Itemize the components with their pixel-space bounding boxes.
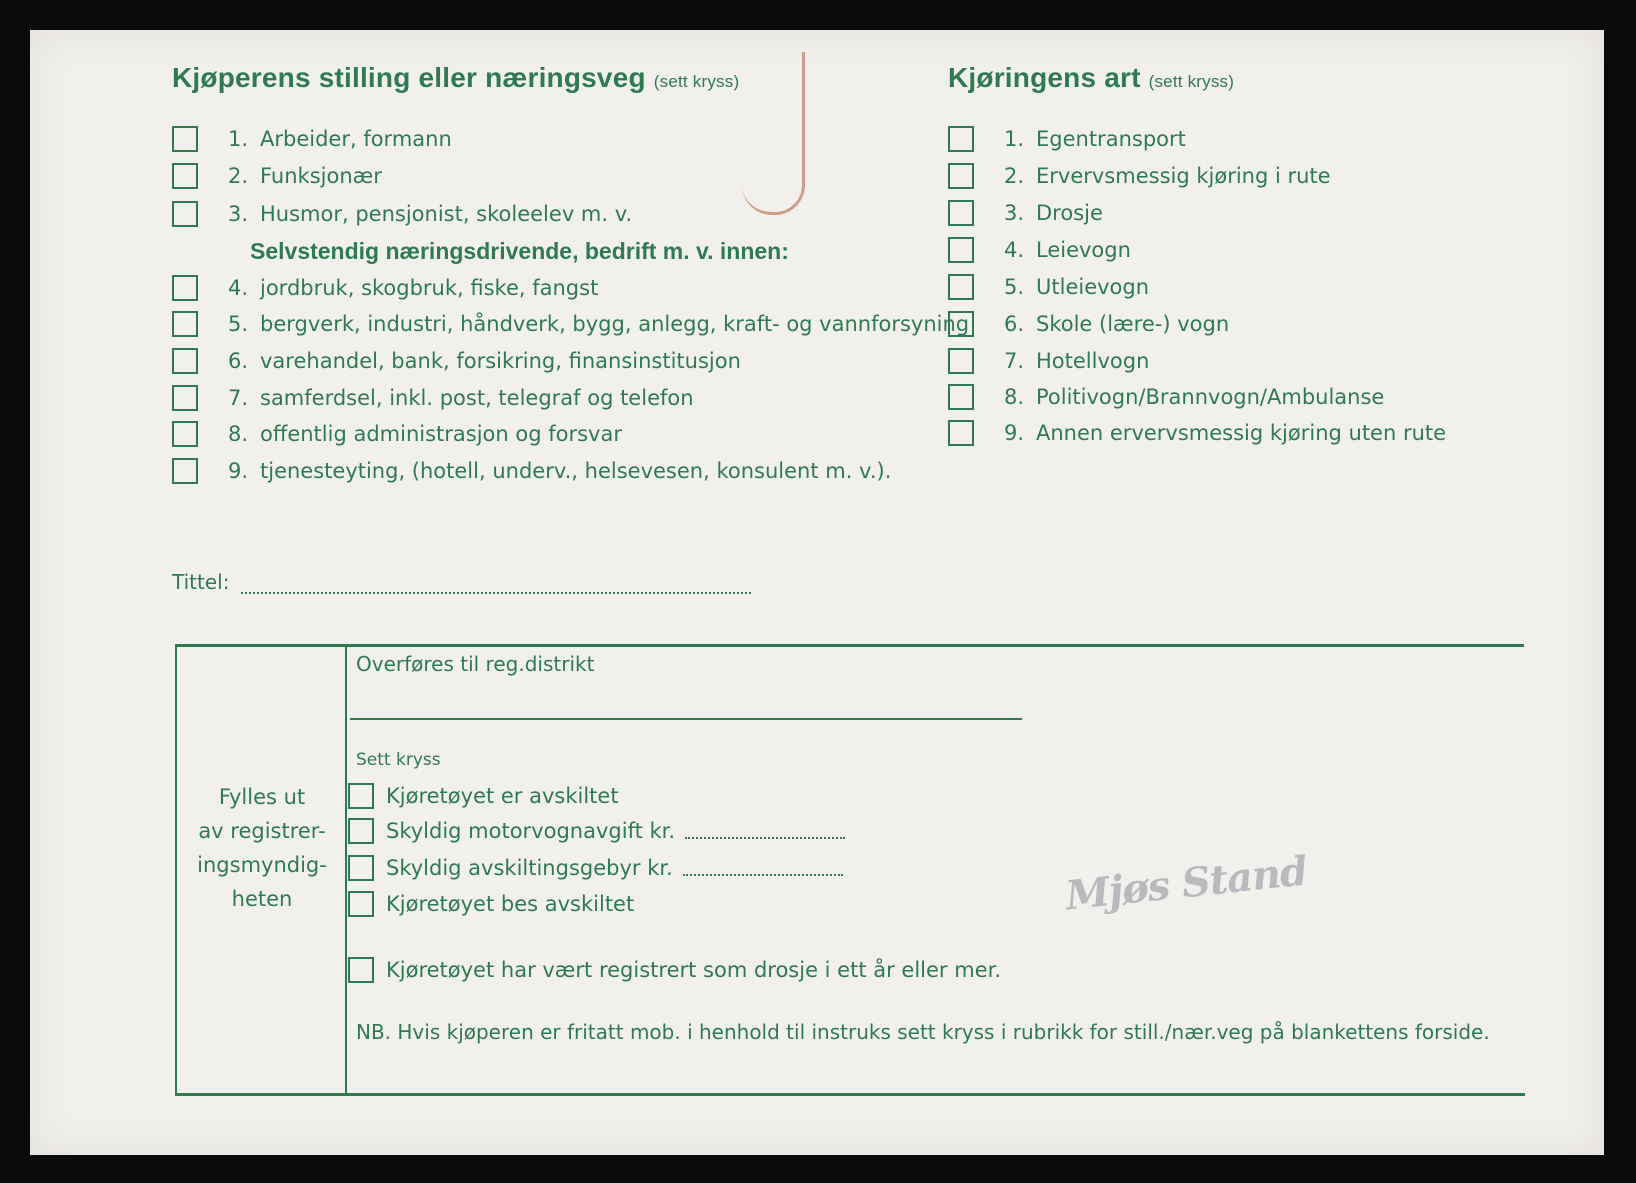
driving-item-7	[948, 345, 1149, 377]
item-number: 8.	[227, 422, 248, 446]
title-field-label: Tittel:	[172, 570, 230, 594]
item-number: 7.	[1003, 349, 1024, 373]
item-label: Utleievogn	[1036, 275, 1150, 299]
driving-checkbox-6[interactable]	[948, 311, 974, 337]
occupation-item-9	[172, 455, 891, 487]
driving-item-2	[948, 160, 1331, 192]
registration-label-line: Fylles ut	[218, 785, 306, 809]
item-label: Kjøretøyet bes avskiltet	[386, 892, 635, 916]
reg-checkbox-deregistered[interactable]	[348, 783, 374, 809]
registration-label-line: ingsmyndig-	[197, 853, 327, 877]
item-number: 9.	[1003, 421, 1024, 445]
paperclip-mark	[742, 52, 805, 215]
occupation-item-2	[172, 160, 382, 192]
reg-checkbox-deregistration-fee[interactable]	[348, 855, 374, 881]
motor-tax-amount-field[interactable]	[685, 823, 845, 839]
box-left-border	[175, 644, 177, 1096]
item-label: samferdsel, inkl. post, telegraf og telefon	[260, 386, 694, 410]
buyer-occupation-title-note: (sett kryss)	[653, 72, 740, 91]
occupation-item-1	[172, 123, 452, 155]
sett-kryss-label: Sett kryss	[356, 750, 441, 770]
driving-item-6	[948, 308, 1229, 340]
occupation-item-5	[172, 308, 969, 340]
box-top-border	[175, 644, 1524, 647]
item-label: Husmor, pensjonist, skoleelev m. v.	[260, 202, 633, 226]
occupation-item-8	[172, 418, 622, 450]
item-label: Kjøretøyet har vært registrert som drosje i ett år eller mer.	[386, 958, 1001, 982]
item-number: 5.	[1003, 275, 1024, 299]
item-label: Drosje	[1036, 201, 1103, 225]
item-number: 8.	[1003, 385, 1024, 409]
item-label: Funksjonær	[260, 164, 382, 188]
item-number: 1.	[227, 127, 248, 151]
driving-checkbox-7[interactable]	[948, 348, 974, 374]
self-employed-subheading: Selvstendig næringsdrivende, bedrift m. v. innen:	[250, 238, 789, 264]
item-number: 9.	[227, 459, 248, 483]
driving-checkbox-4[interactable]	[948, 237, 974, 263]
item-label: Leievogn	[1036, 238, 1131, 262]
reg-item-deregistered	[348, 780, 619, 812]
occupation-checkbox-9[interactable]	[172, 458, 198, 484]
faded-stamp: Mjøs Stand	[1063, 847, 1310, 920]
driving-checkbox-8[interactable]	[948, 384, 974, 410]
reg-checkbox-request-deregistration[interactable]	[348, 891, 374, 917]
item-label: varehandel, bank, forsikring, finansinstitusjon	[260, 349, 741, 373]
item-label: Annen ervervsmessig kjøring uten rute	[1036, 421, 1447, 445]
driving-checkbox-5[interactable]	[948, 274, 974, 300]
occupation-checkbox-5[interactable]	[172, 311, 198, 337]
driving-type-title-text: Kjøringens art	[948, 62, 1141, 93]
item-number: 4.	[227, 276, 248, 300]
driving-item-3	[948, 197, 1103, 229]
occupation-checkbox-7[interactable]	[172, 385, 198, 411]
occupation-item-4	[172, 272, 598, 304]
registration-label-line: heten	[231, 887, 293, 911]
occupation-checkbox-1[interactable]	[172, 126, 198, 152]
item-number: 6.	[1003, 312, 1024, 336]
reg-item-deregistration-fee	[348, 852, 843, 884]
driving-item-4	[948, 234, 1131, 266]
item-number: 6.	[227, 349, 248, 373]
item-label: Skyldig avskiltingsgebyr kr.	[386, 856, 673, 880]
item-label: Egentransport	[1036, 127, 1186, 151]
occupation-checkbox-4[interactable]	[172, 275, 198, 301]
driving-checkbox-2[interactable]	[948, 163, 974, 189]
box-bottom-border	[175, 1093, 1525, 1096]
occupation-checkbox-3[interactable]	[172, 201, 198, 227]
reg-item-motor-tax	[348, 815, 845, 847]
driving-item-5	[948, 271, 1149, 303]
item-label: jordbruk, skogbruk, fiske, fangst	[260, 276, 599, 300]
item-label: Skyldig motorvognavgift kr.	[386, 819, 676, 843]
item-label: Kjøretøyet er avskiltet	[386, 784, 619, 808]
driving-type-title-note: (sett kryss)	[1148, 72, 1235, 91]
reg-checkbox-taxi[interactable]	[348, 957, 374, 983]
item-label: Arbeider, formann	[260, 127, 452, 151]
driving-checkbox-1[interactable]	[948, 126, 974, 152]
occupation-checkbox-6[interactable]	[172, 348, 198, 374]
occupation-item-3	[172, 198, 632, 230]
item-label: offentlig administrasjon og forsvar	[260, 422, 622, 446]
occupation-checkbox-8[interactable]	[172, 421, 198, 447]
transfer-district-line[interactable]	[350, 718, 1022, 720]
title-field	[172, 570, 751, 594]
occupation-item-6	[172, 345, 741, 377]
title-field-line[interactable]	[241, 574, 751, 594]
item-label: Skole (lære-) vogn	[1036, 312, 1230, 336]
driving-checkbox-3[interactable]	[948, 200, 974, 226]
driving-checkbox-9[interactable]	[948, 420, 974, 446]
item-number: 3.	[227, 202, 248, 226]
occupation-item-7	[172, 382, 694, 414]
item-number: 2.	[227, 164, 248, 188]
item-label: Ervervsmessig kjøring i rute	[1036, 164, 1331, 188]
driving-item-1	[948, 123, 1186, 155]
item-label: Hotellvogn	[1036, 349, 1150, 373]
reg-item-taxi	[348, 954, 1001, 986]
item-number: 1.	[1003, 127, 1024, 151]
driving-type-title	[948, 62, 1234, 94]
registration-authority-label	[178, 780, 346, 916]
item-number: 7.	[227, 386, 248, 410]
occupation-checkbox-2[interactable]	[172, 163, 198, 189]
driving-item-9	[948, 417, 1446, 449]
driving-item-8	[948, 381, 1384, 413]
item-number: 5.	[227, 312, 248, 336]
item-number: 4.	[1003, 238, 1024, 262]
item-label: bergverk, industri, håndverk, bygg, anlegg, kraft- og vannforsyning	[260, 312, 970, 336]
item-label: Politivogn/Brannvogn/Ambulanse	[1036, 385, 1385, 409]
nb-note: NB. Hvis kjøperen er fritatt mob. i henhold til instruks sett kryss i rubrikk for still./nær.veg på blankettens forside.	[356, 1020, 1490, 1044]
deregistration-fee-amount-field[interactable]	[683, 860, 843, 876]
reg-item-request-deregistration	[348, 888, 634, 920]
item-number: 2.	[1003, 164, 1024, 188]
buyer-occupation-title-text: Kjøperens stilling eller næringsveg	[172, 62, 646, 93]
item-label: tjenesteyting, (hotell, underv., helsevesen, konsulent m. v.).	[260, 459, 892, 483]
transfer-district-label: Overføres til reg.distrikt	[356, 652, 595, 676]
item-number: 3.	[1003, 201, 1024, 225]
buyer-occupation-title	[172, 62, 739, 94]
reg-checkbox-motor-tax[interactable]	[348, 818, 374, 844]
registration-label-line: av registrer-	[198, 819, 326, 843]
